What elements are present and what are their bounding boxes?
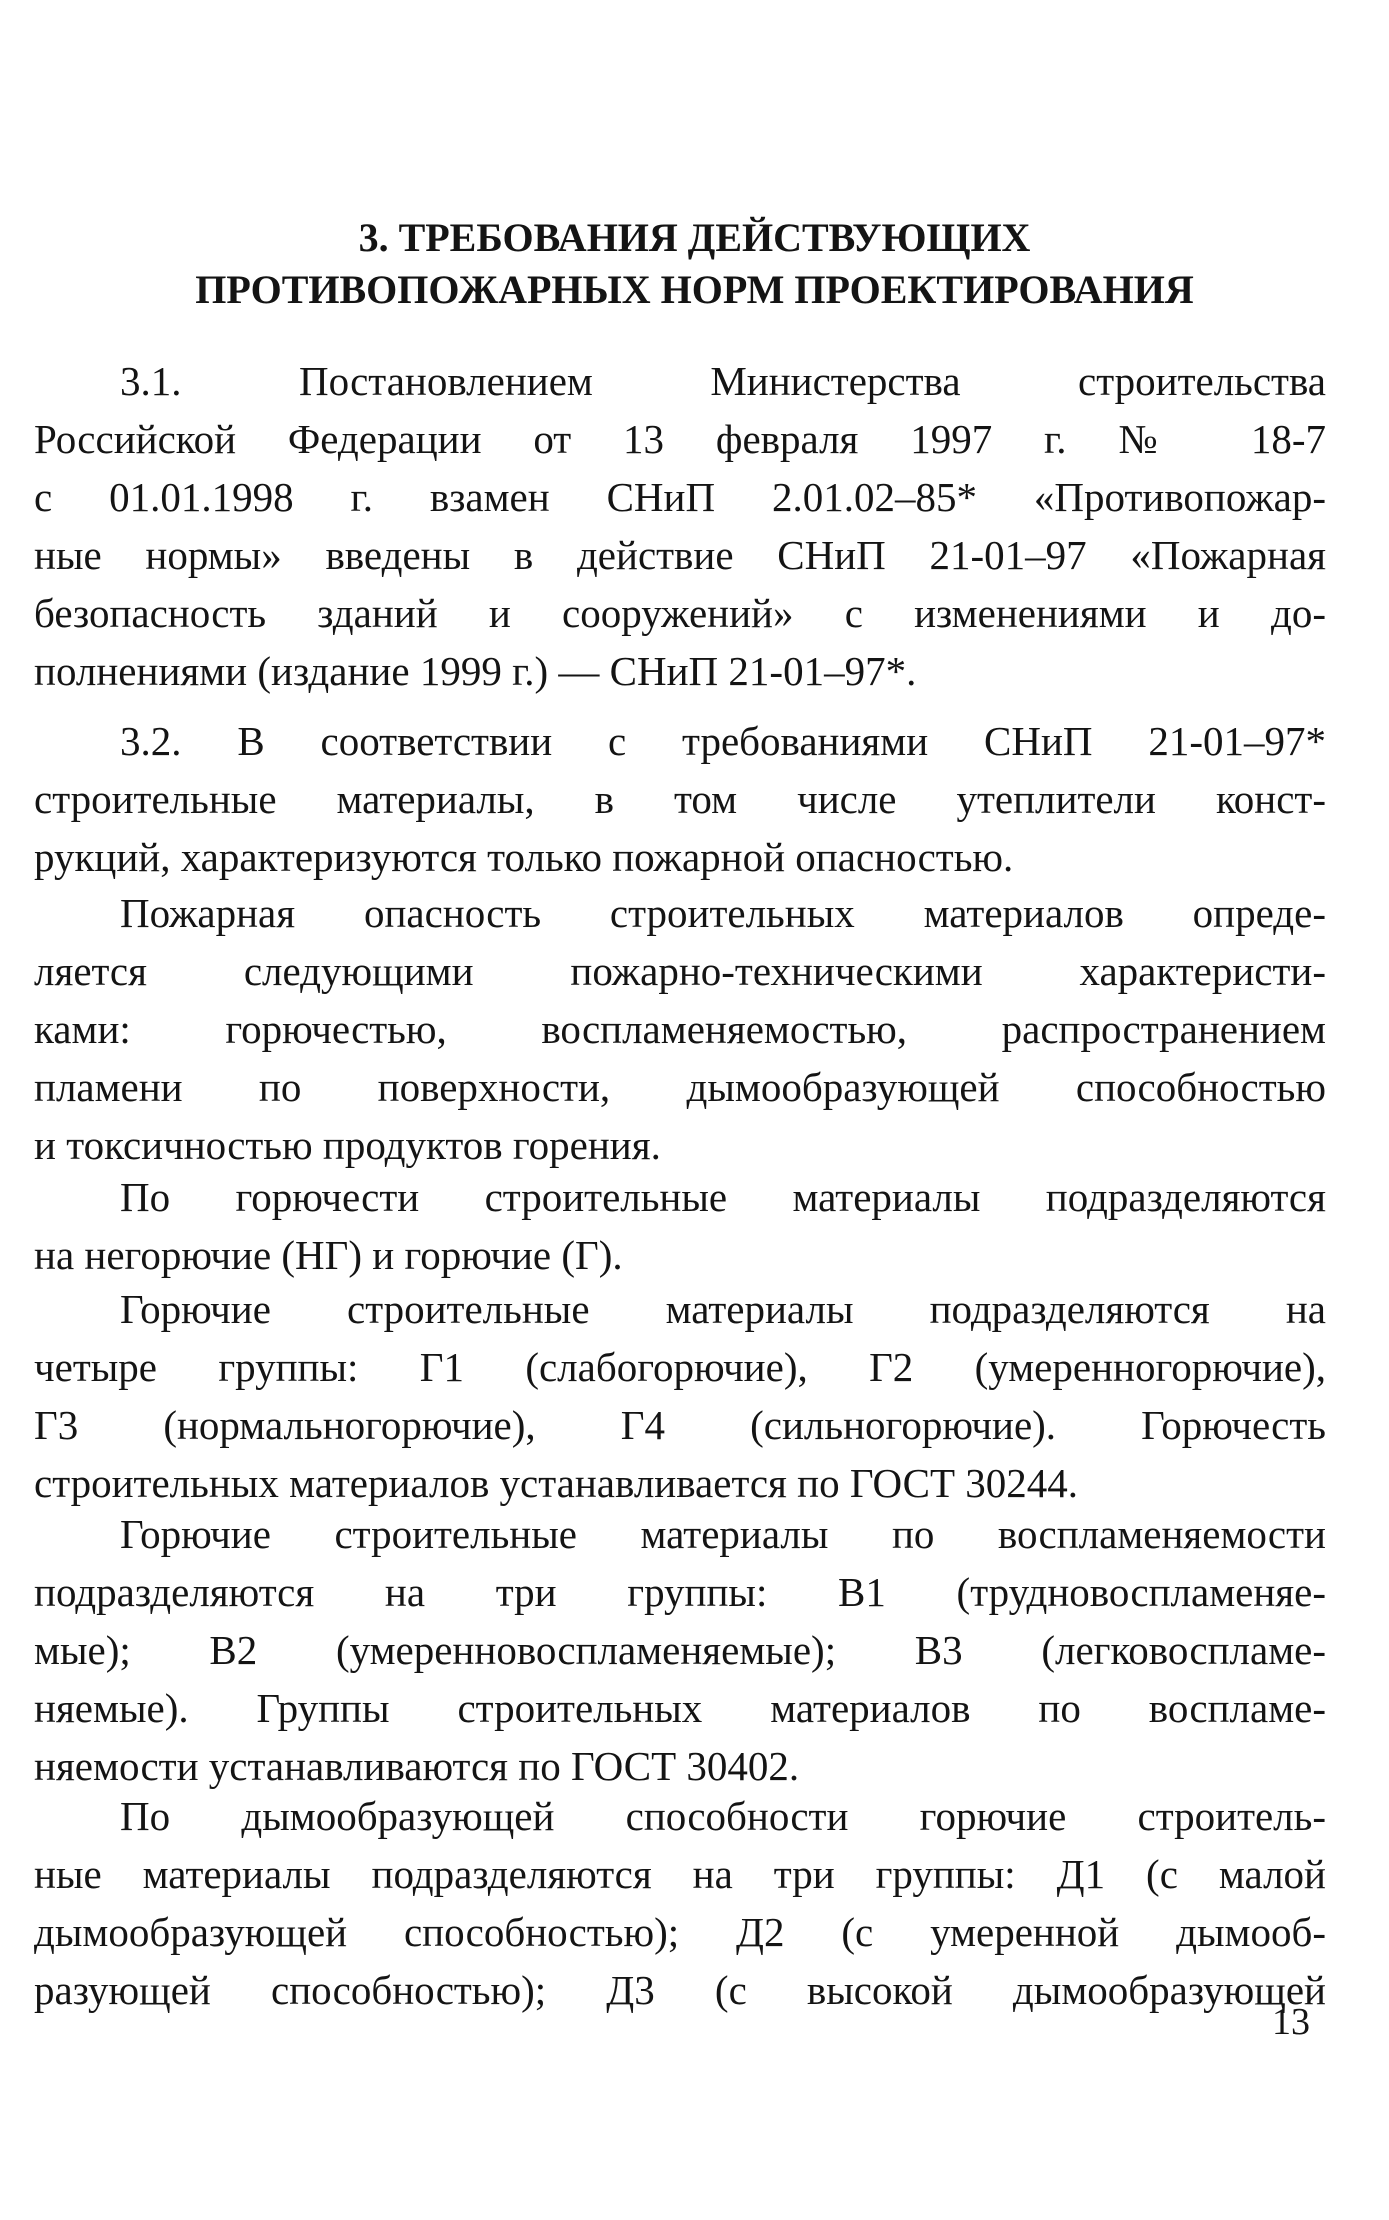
text-line: на негорючие (НГ) и горючие (Г).: [34, 1232, 623, 1278]
text-line: Г3 (нормальногорючие), Г4 (сильногорючие). Горючесть: [34, 1402, 1326, 1448]
text-line: пламени по поверхности, дымообразующей способностью: [34, 1064, 1326, 1110]
text-line: ные материалы подразделяются на три группы: Д1 (с малой: [34, 1851, 1326, 1897]
text-line: мые); В2 (умеренновоспламеняемые); В3 (легковоспламе-: [34, 1627, 1326, 1673]
page-number: 13: [1272, 2001, 1310, 2043]
text-line: Российской Федерации от 13 февраля 1997 г. № 18-7: [34, 416, 1326, 462]
text-line: строительных материалов устанавливается по ГОСТ 30244.: [34, 1460, 1079, 1506]
text-line: По дымообразующей способности горючие строитель-: [120, 1793, 1326, 1839]
text-line: ками: горючестью, воспламеняемостью, распространением: [34, 1006, 1326, 1052]
text-line: По горючести строительные материалы подразделяются: [120, 1174, 1326, 1220]
text-line: с 01.01.1998 г. взамен СНиП 2.01.02–85* «Противопожар-: [34, 474, 1326, 520]
text-line: подразделяются на три группы: В1 (трудновоспламеняе-: [34, 1569, 1326, 1615]
text-line: няемые). Группы строительных материалов по воспламе-: [34, 1685, 1326, 1731]
section-title-line-1: 3. ТРЕБОВАНИЯ ДЕЙСТВУЮЩИХ: [358, 215, 1031, 260]
paragraph-3-1: [34, 352, 1326, 700]
text-line: полнениями (издание 1999 г.) — СНиП 21-01–97*.: [34, 648, 917, 694]
text-line: Пожарная опасность строительных материалов опреде-: [120, 890, 1326, 936]
paragraph-fire-hazard: [34, 884, 1326, 1174]
text-line: и токсичностью продуктов горения.: [34, 1122, 661, 1168]
text-line: няемости устанавливаются по ГОСТ 30402.: [34, 1743, 800, 1789]
text-line: разующей способностью); Д3 (с высокой дымообразующей: [34, 1967, 1326, 2013]
text-line: ляется следующими пожарно-техническими характеристи-: [34, 948, 1326, 994]
paragraph-3-2: [34, 712, 1326, 886]
text-line: ные нормы» введены в действие СНиП 21-01–97 «Пожарная: [34, 532, 1326, 578]
text-line: рукций, характеризуются только пожарной опасностью.: [34, 834, 1014, 880]
text-line: 3.1. Постановлением Министерства строительства: [120, 358, 1326, 404]
text-line: 3.2. В соответствии с требованиями СНиП 21-01–97*: [120, 718, 1326, 764]
text-line: дымообразующей способностью); Д2 (с умеренной дымооб-: [34, 1909, 1326, 1955]
text-line: Горючие строительные материалы подразделяются на: [120, 1286, 1326, 1332]
paragraph-smoke-generation: [34, 1787, 1326, 2019]
section-title: [30, 212, 1359, 316]
text-line: строительные материалы, в том числе утеплители конст-: [34, 776, 1326, 822]
paragraph-combustibility: [34, 1168, 1326, 1284]
paragraph-combustible-groups: [34, 1280, 1326, 1512]
text-line: четыре группы: Г1 (слабогорючие), Г2 (умеренногорючие),: [34, 1344, 1326, 1390]
paragraph-flammability: [34, 1505, 1326, 1795]
text-line: Горючие строительные материалы по воспламеняемости: [120, 1511, 1326, 1557]
section-title-line-2: ПРОТИВОПОЖАРНЫХ НОРМ ПРОЕКТИРОВАНИЯ: [195, 267, 1194, 312]
text-line: безопасность зданий и сооружений» с изменениями и до-: [34, 590, 1326, 636]
